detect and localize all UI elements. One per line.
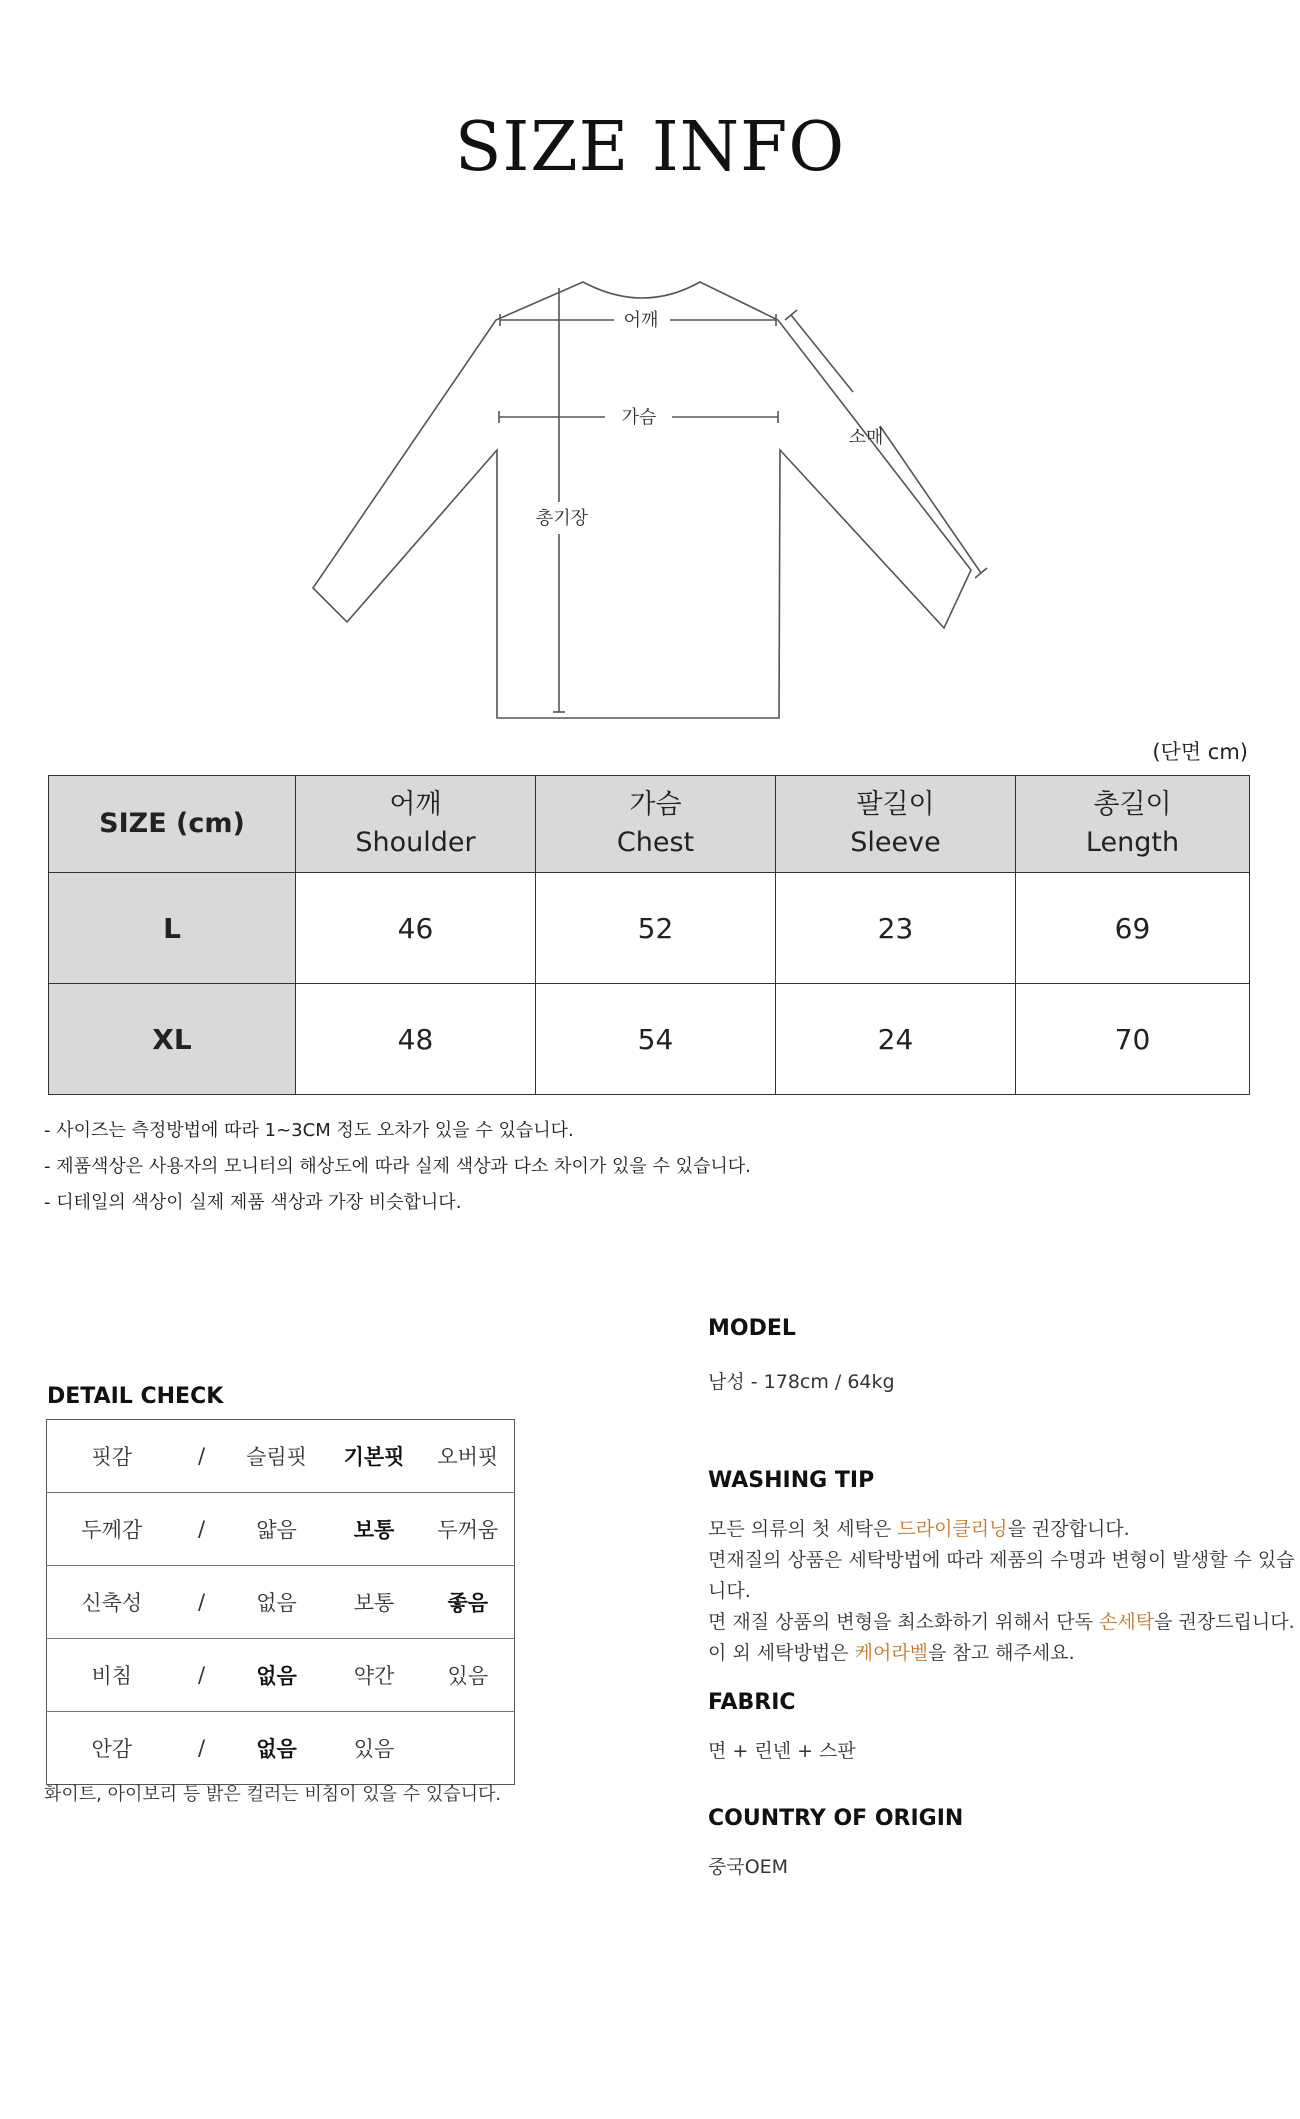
cell-shoulder: 48: [296, 984, 536, 1095]
row-size: XL: [49, 984, 296, 1095]
header-chest-en: Chest: [616, 827, 695, 858]
washing-text: 면 재질 상품의 변형을 최소화하기 위해서 단독: [708, 1611, 1100, 1633]
detail-option-selected: 보통: [327, 1493, 422, 1566]
fabric-title: FABRIC: [708, 1690, 796, 1715]
detail-option: 두꺼움: [422, 1493, 515, 1566]
header-sleeve-kr: 팔길이: [856, 789, 935, 820]
cell-length: 69: [1016, 873, 1250, 984]
detail-row: [47, 1493, 515, 1566]
length-label: 총기장: [535, 508, 589, 529]
header-chest: [536, 776, 776, 873]
model-text: 남성 - 178cm / 64kg: [708, 1371, 895, 1393]
detail-label: 핏감: [47, 1420, 177, 1493]
sleeve-measure-line: [791, 315, 853, 392]
detail-option: 보통: [327, 1566, 422, 1639]
cell-shoulder: 46: [296, 873, 536, 984]
washing-text: 을 권장드립니다.: [1154, 1611, 1295, 1633]
detail-option: [422, 1712, 515, 1785]
cell-chest: 52: [536, 873, 776, 984]
detail-check-title: DETAIL CHECK: [47, 1384, 224, 1409]
detail-option: 있음: [422, 1639, 515, 1712]
detail-row: [47, 1639, 515, 1712]
note-item: - 디테일의 색상이 실제 제품 색상과 가장 비슷합니다.: [44, 1192, 462, 1213]
washing-line: [708, 1607, 1300, 1638]
washing-tip-text: [708, 1514, 1300, 1669]
header-length-en: Length: [1085, 827, 1180, 858]
unit-note: (단면 cm): [1152, 740, 1248, 764]
size-table: [48, 775, 1250, 1095]
header-sleeve-en: Sleeve: [850, 827, 941, 858]
detail-label: 안감: [91, 1737, 133, 1761]
size-notes: [44, 1113, 751, 1221]
washing-line: [708, 1638, 1300, 1669]
header-sleeve: [776, 776, 1016, 873]
detail-option: 있음: [353, 1737, 395, 1761]
measure-lines: [499, 288, 987, 712]
cell-chest: 54: [536, 984, 776, 1095]
detail-separator: /: [177, 1420, 227, 1493]
detail-check-note: 화이트, 아이보리 등 밝은 컬러는 비침이 있을 수 있습니다.: [44, 1784, 502, 1805]
garment-outline: [313, 282, 971, 718]
header-shoulder-kr: 어깨: [389, 789, 442, 820]
shoulder-label: 어깨: [623, 310, 659, 331]
size-table-header: [49, 776, 1250, 873]
page-title: SIZE INFO: [454, 108, 846, 187]
washing-line: 면재질의 상품은 세탁방법에 따라 제품의 수명과 변형이 발생할 수 있습니다.: [708, 1549, 1295, 1602]
washing-text: 을 권장합니다.: [1007, 1518, 1130, 1540]
detail-option: 얇음: [227, 1493, 327, 1566]
detail-option-selected: 없음: [227, 1639, 327, 1712]
detail-option-selected: 좋음: [422, 1566, 515, 1639]
header-shoulder-en: Shoulder: [355, 827, 476, 858]
header-size: SIZE (cm): [49, 776, 296, 873]
detail-row: [47, 1420, 515, 1493]
detail-option-selected: 없음: [256, 1737, 297, 1761]
header-shoulder: [296, 776, 536, 873]
detail-separator: /: [177, 1493, 227, 1566]
detail-option: 약간: [327, 1639, 422, 1712]
detail-label: 비침: [47, 1639, 177, 1712]
detail-separator: /: [177, 1566, 227, 1639]
fabric-text: 면 + 린넨 + 스판: [708, 1740, 856, 1762]
detail-row: [47, 1566, 515, 1639]
row-size: L: [49, 873, 296, 984]
table-row: [49, 984, 1250, 1095]
sleeve-label: 소매: [848, 427, 884, 448]
detail-row: [47, 1712, 515, 1785]
detail-separator: /: [197, 1736, 206, 1760]
washing-highlight: 드라이클리닝: [897, 1518, 1008, 1540]
washing-text: 이 외 세탁방법은: [708, 1642, 855, 1664]
garment-measurement-diagram: [300, 270, 1020, 730]
detail-option: 없음: [227, 1566, 327, 1639]
table-row: [49, 873, 1250, 984]
washing-highlight: 케어라벨: [854, 1642, 929, 1664]
washing-text: 모든 의류의 첫 세탁은: [708, 1518, 898, 1540]
header-length: [1016, 776, 1250, 873]
cell-sleeve: 24: [776, 984, 1016, 1095]
origin-text: 중국OEM: [708, 1856, 789, 1878]
note-item: - 제품색상은 사용자의 모니터의 해상도에 따라 실제 색상과 다소 차이가 있을 수 있습니다.: [44, 1156, 751, 1177]
detail-option-selected: 기본핏: [327, 1420, 422, 1493]
detail-option: 슬림핏: [227, 1420, 327, 1493]
washing-highlight: 손세탁: [1099, 1611, 1155, 1633]
header-length-kr: 총길이: [1093, 789, 1172, 820]
model-title: MODEL: [708, 1316, 796, 1341]
origin-title: COUNTRY OF ORIGIN: [708, 1806, 964, 1831]
cell-length: 70: [1016, 984, 1250, 1095]
washing-text: 을 참고 해주세요.: [928, 1642, 1075, 1664]
note-item: - 사이즈는 측정방법에 따라 1~3CM 정도 오차가 있을 수 있습니다.: [44, 1120, 574, 1141]
washing-tip-title: WASHING TIP: [708, 1468, 875, 1493]
chest-label: 가슴: [621, 407, 657, 428]
washing-line: [708, 1514, 1300, 1545]
detail-label: 신축성: [47, 1566, 177, 1639]
detail-check-table: [46, 1419, 515, 1785]
header-chest-kr: 가슴: [629, 789, 682, 820]
detail-separator: /: [177, 1639, 227, 1712]
cell-sleeve: 23: [776, 873, 1016, 984]
detail-option: 오버핏: [422, 1420, 515, 1493]
detail-label: 두께감: [47, 1493, 177, 1566]
